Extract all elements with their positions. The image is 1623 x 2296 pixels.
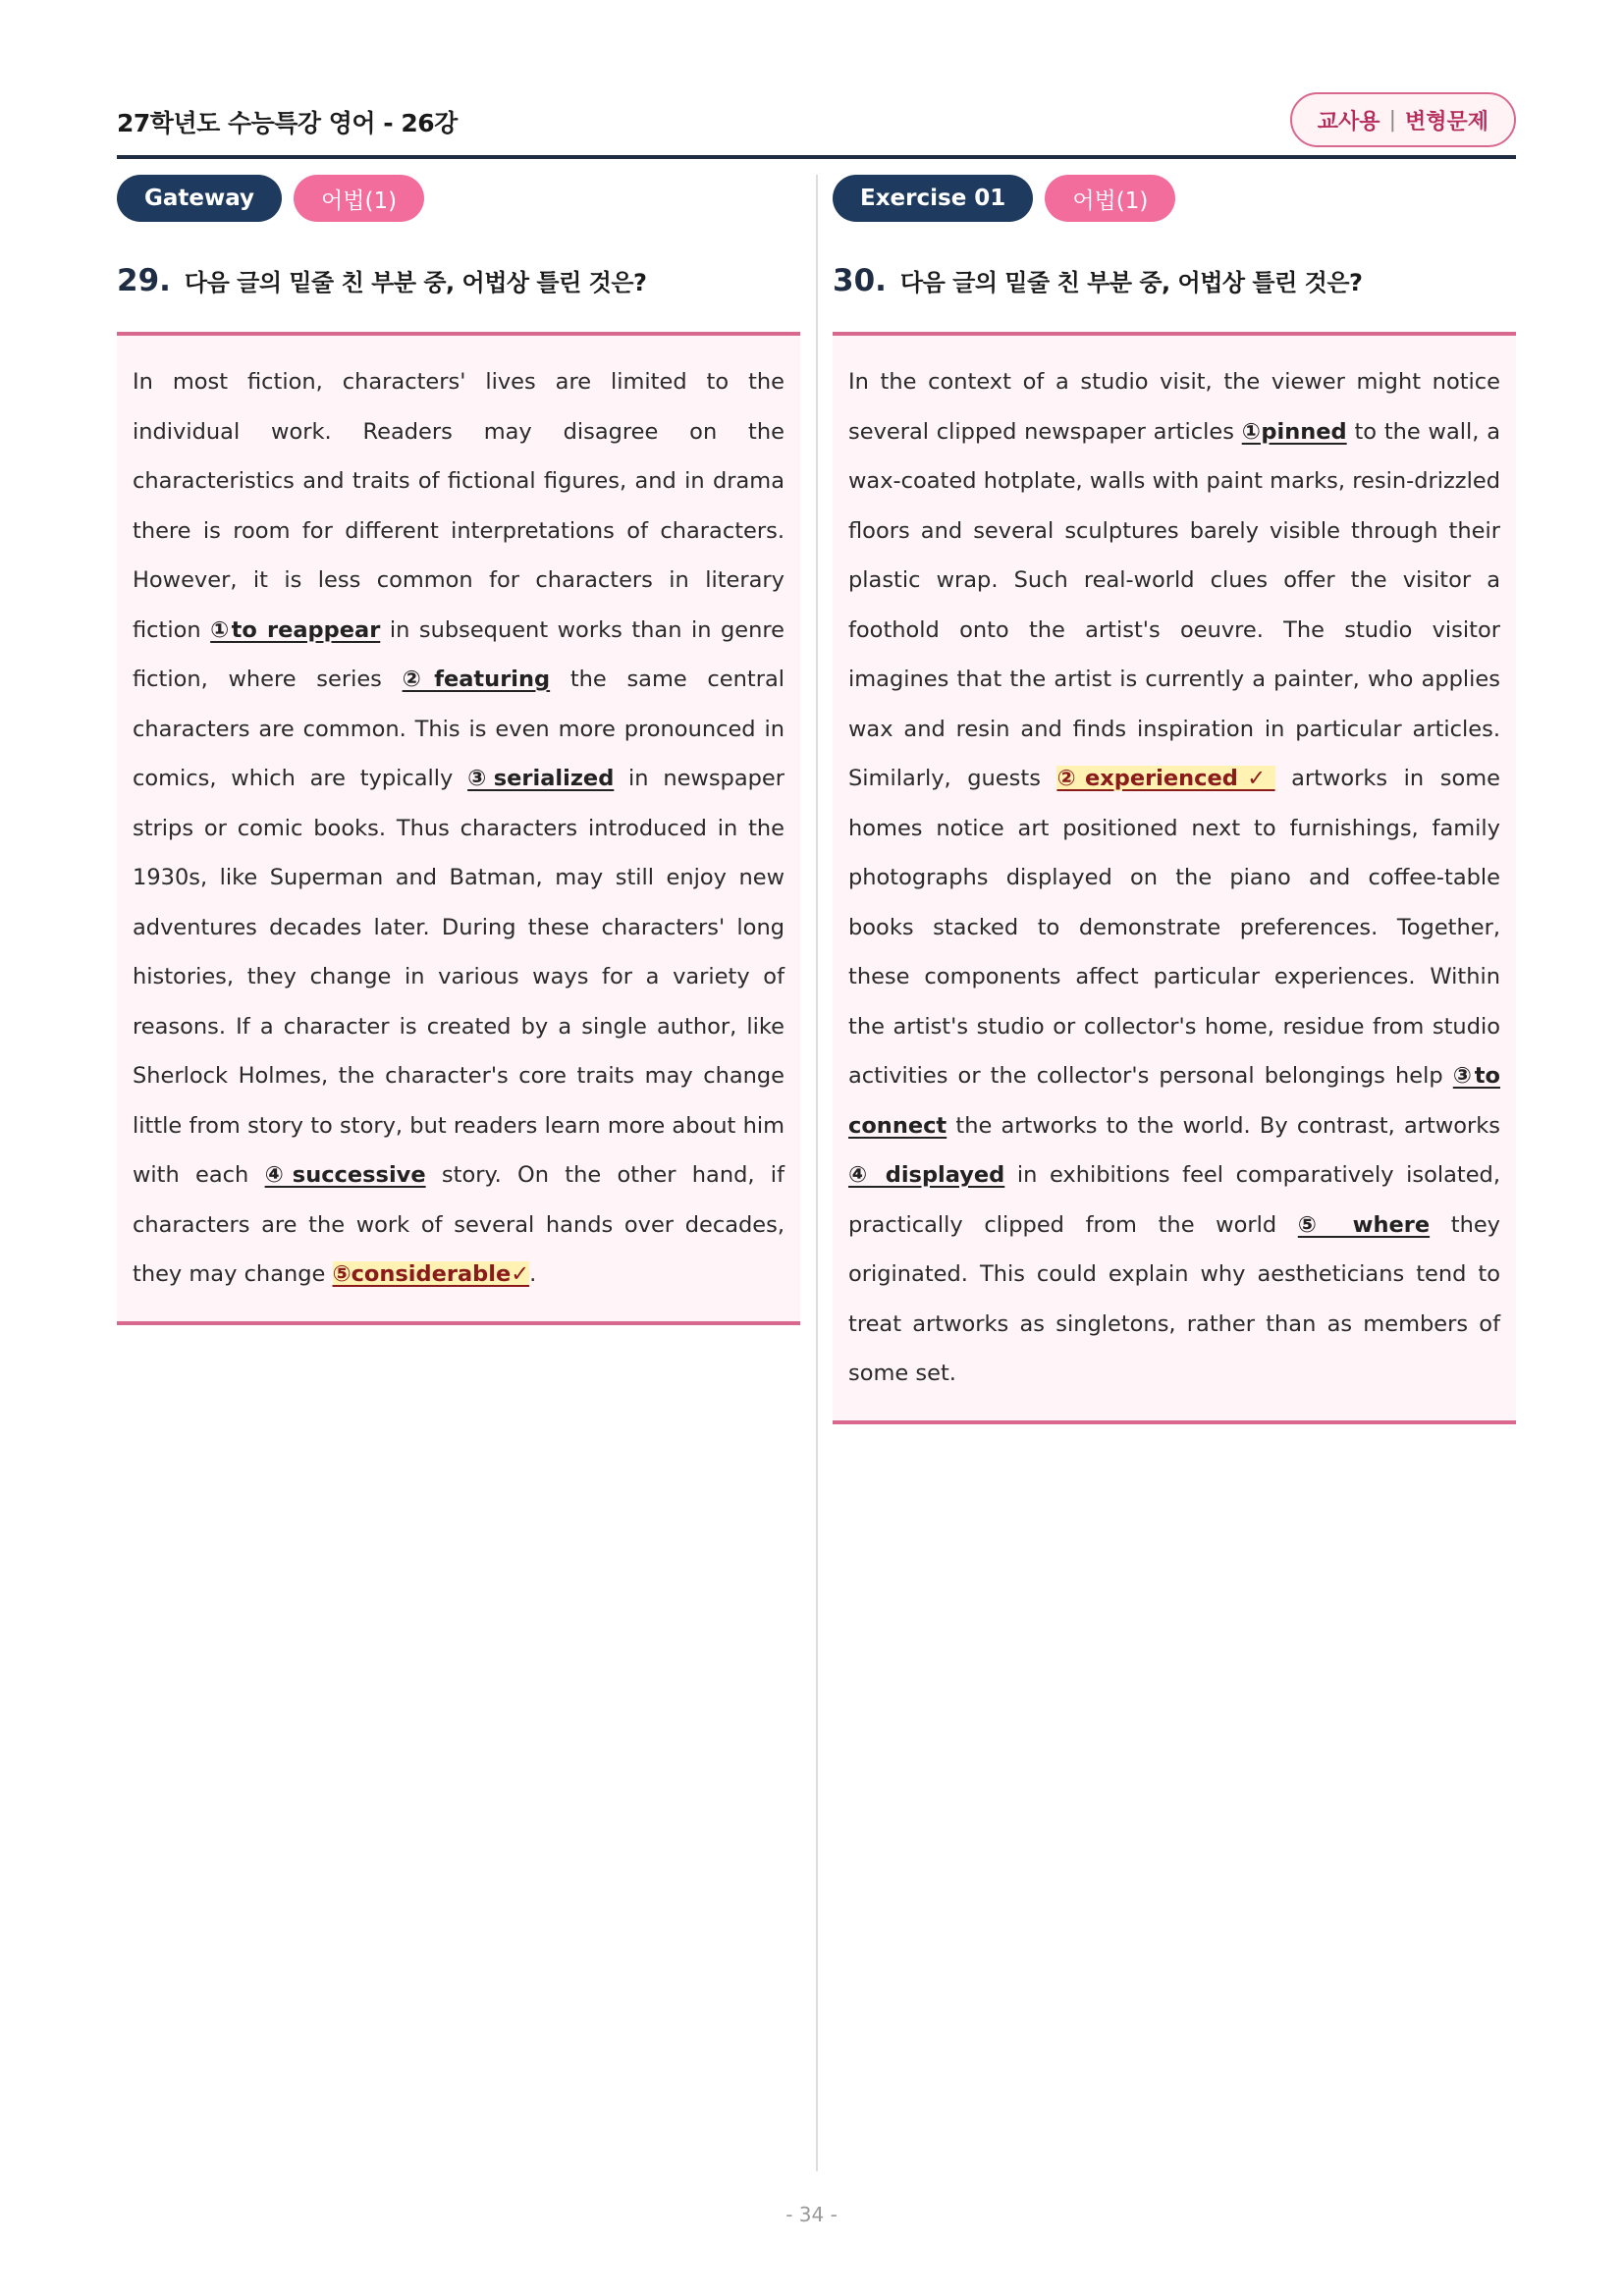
badge-label-variant: 변형문제: [1404, 109, 1488, 134]
page-number: - 34 -: [785, 2203, 838, 2226]
passage-box: [117, 332, 800, 1325]
passage-segment: artworks in some homes notice art positioned next to furnishings, family photographs displayed on the piano and coffee-table books stacked to demonstrate preferences. Together, these components affect particular experiences. Within the artist's studio or collector's home, residue from studio activities or the collector's personal belongings help: [848, 766, 1500, 1089]
page-header: [117, 92, 1516, 161]
question-29-column: [117, 175, 800, 1325]
badge-label-teacher: 교사용: [1317, 109, 1380, 134]
underlined-choice-3: ③serialized: [467, 766, 615, 791]
underlined-choice-5: ⑤ where: [1297, 1211, 1431, 1238]
gateway-tag: Gateway: [117, 175, 282, 222]
underlined-choice-4: ④ displayed: [848, 1162, 1005, 1188]
badge-separator: |: [1388, 107, 1396, 133]
passage-segment: the same central characters are common. This is even more pronounced in comics, which are typically: [133, 667, 784, 791]
passage-segment: to the wall, a wax-coated hotplate, walls with paint marks, resin-drizzled floors and several sculptures barely visible through their plastic wrap. Such real-world clues offer the visitor a foothold onto the artist's oeuvre. The studio visitor imagines that the artist is currently a painter, who applies wax and resin and finds inspiration in particular articles. Similarly, guests: [848, 418, 1500, 791]
question-number: 30.: [833, 263, 887, 298]
question-30-prompt: [833, 263, 1516, 306]
passage-segment: In the context of a studio visit, the viewer might notice several clipped newspaper articles: [848, 369, 1500, 445]
answer-choice-2: ②experienced✓: [1056, 766, 1275, 791]
underlined-choice-1: ①pinned: [1241, 418, 1347, 445]
exercise-tag: Exercise 01: [833, 175, 1033, 222]
question-30-column: [833, 175, 1516, 1424]
passage-segment: they originated. This could explain why aestheticians tend to treat artworks as singletons, rather than as members of some set.: [848, 1211, 1500, 1386]
question-30-tags: [833, 175, 1516, 222]
question-number: 29.: [117, 263, 171, 298]
underlined-choice-3: ③to connect: [848, 1063, 1501, 1139]
passage-segment: story. On the other hand, if characters are the work of several hands over decades, they may change: [133, 1162, 784, 1287]
grammar-tag: 어법(1): [294, 175, 424, 222]
passage-segment: .: [529, 1261, 537, 1287]
passage-segment: In most fiction, characters' lives are limited to the individual work. Readers may disagree on the characteristics and traits of fictional figures, and in drama there is room for different interpretations of characters. However, it is less common for characters in literary fiction: [133, 369, 784, 643]
teacher-edition-badge: [1290, 92, 1516, 147]
underlined-choice-1: ①to reappear: [210, 616, 381, 643]
column-divider: [816, 175, 818, 2171]
question-text: 다음 글의 밑줄 친 부분 중, 어법상 틀린 것은?: [184, 269, 647, 296]
question-29-tags: [117, 175, 800, 222]
passage-text: [848, 357, 1500, 1399]
grammar-tag: 어법(1): [1045, 175, 1175, 222]
passage-box: [833, 332, 1516, 1424]
question-text: 다음 글의 밑줄 친 부분 중, 어법상 틀린 것은?: [899, 269, 1363, 296]
underlined-choice-4: ④successive: [264, 1162, 426, 1188]
underlined-choice-2: ②featuring: [402, 667, 551, 692]
passage-segment: in exhibitions feel comparatively isolated, practically clipped from the world: [848, 1162, 1500, 1238]
passage-segment: in subsequent works than in genre fiction, where series: [133, 616, 785, 692]
header-rule: [117, 155, 1516, 159]
header-title: 27학년도 수능특강 영어 - 26강: [117, 109, 458, 137]
question-29-prompt: [117, 263, 800, 306]
passage-text: [133, 357, 784, 1300]
passage-segment: the artworks to the world. By contrast, artworks: [947, 1112, 1500, 1139]
answer-choice-5: ⑤considerable✓: [332, 1261, 530, 1287]
passage-segment: in newspaper strips or comic books. Thus characters introduced in the 1930s, like Superman and Batman, may still enjoy new adventures decades later. During these characters' long histories, they change in various ways for a variety of reasons. If a character is created by a single author, like Sherlock Holmes, the character's core traits may change little from story to story, but readers learn more about him with each: [133, 766, 784, 1188]
